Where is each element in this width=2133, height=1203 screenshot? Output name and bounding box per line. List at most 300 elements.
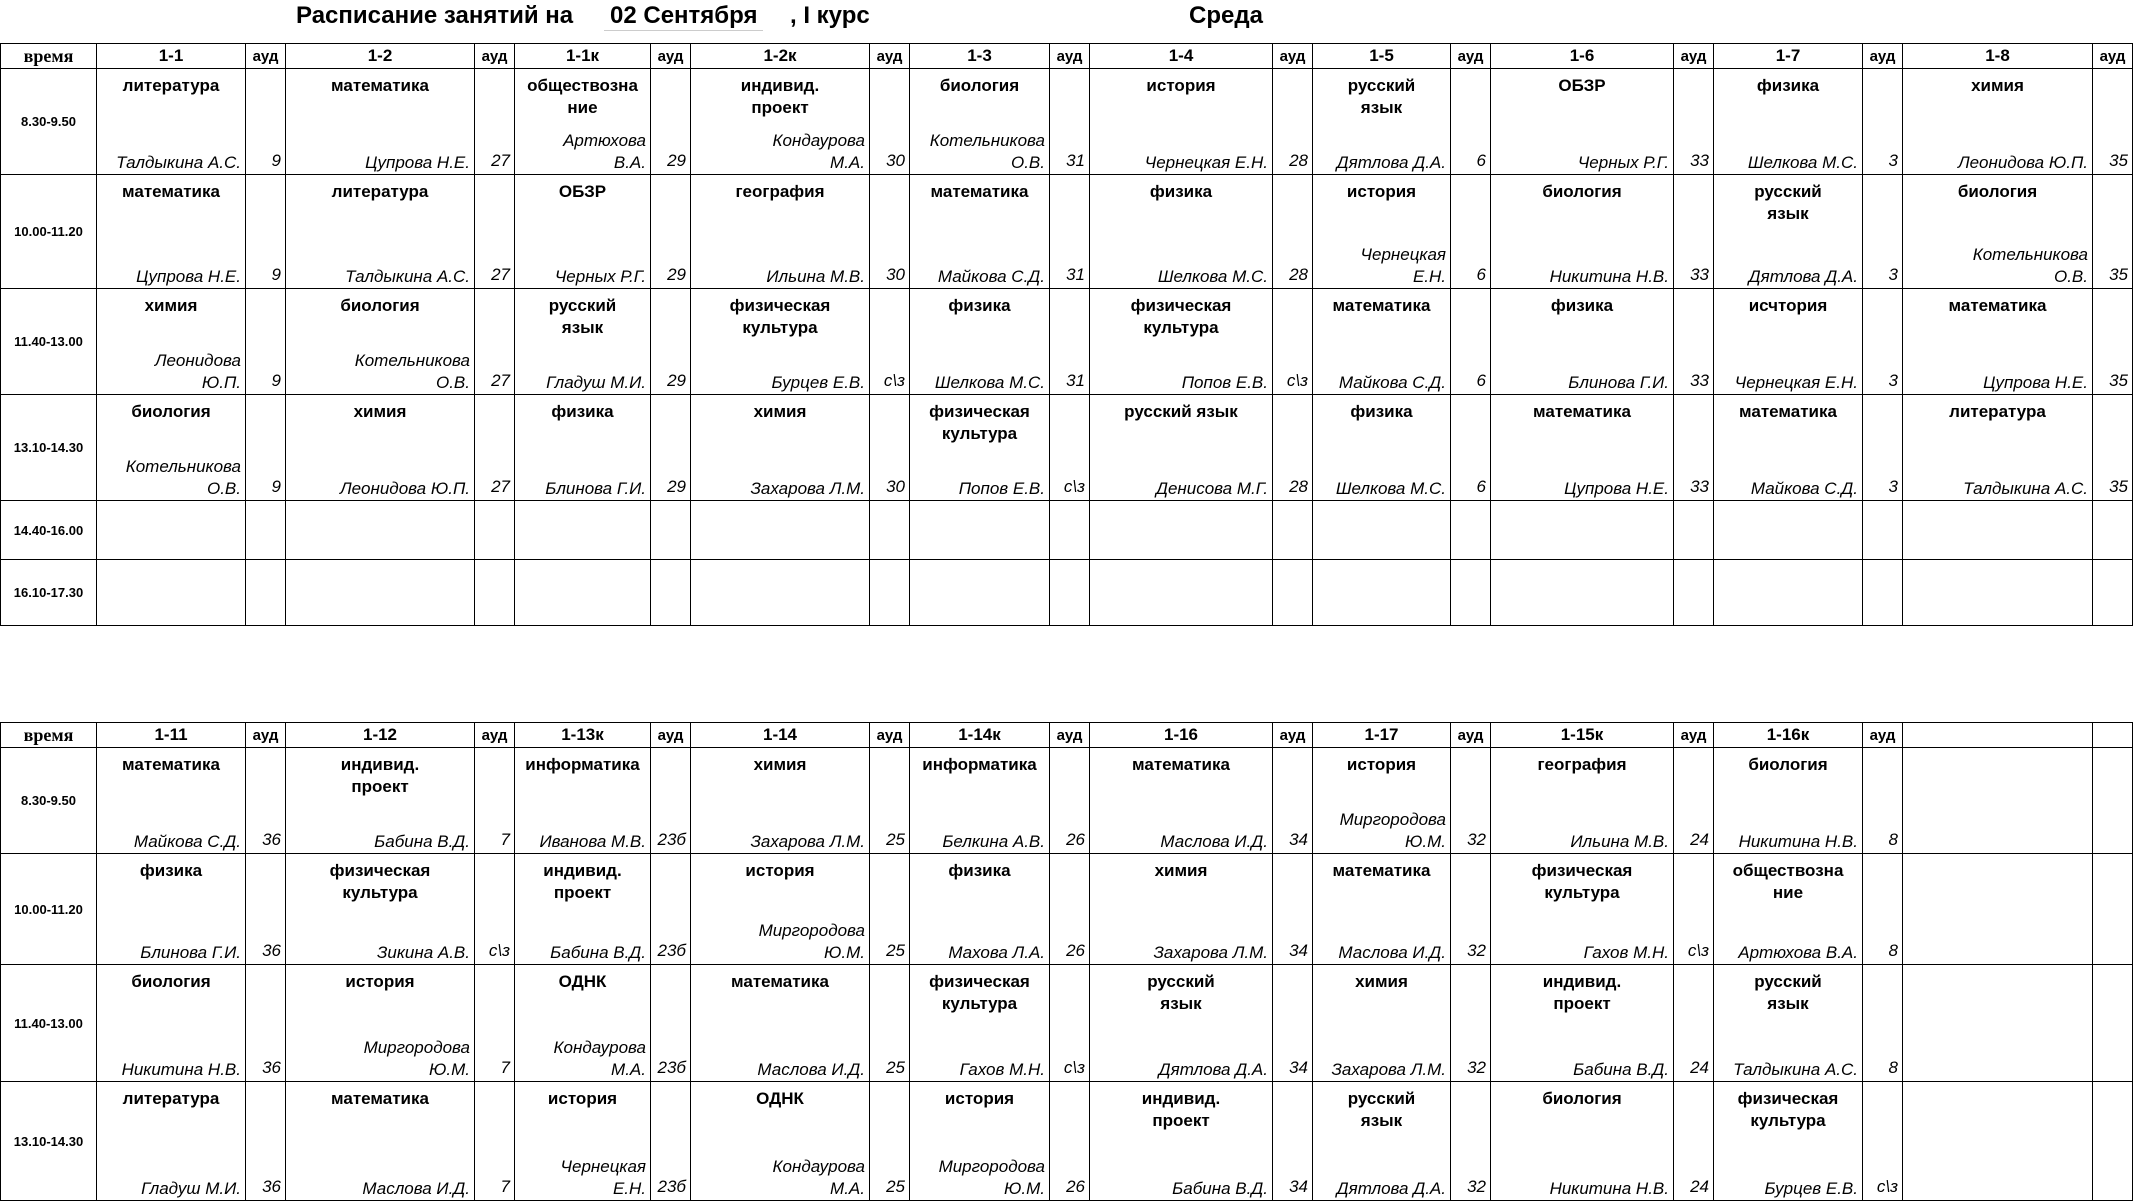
room-number: 30 — [886, 477, 905, 496]
lesson-cell — [286, 965, 475, 1082]
room-column-header: ауд — [1273, 44, 1313, 69]
lesson-cell — [1714, 395, 1863, 501]
room-cell — [651, 289, 691, 395]
room-cell — [1863, 965, 1903, 1082]
time-slot-row — [1, 965, 2133, 1082]
room-cell — [246, 1082, 286, 1201]
room-cell — [1674, 560, 1714, 626]
room-number: 8 — [1888, 1058, 1898, 1077]
teacher-name: Цупрова Н.Е. — [1564, 479, 1669, 498]
room-number: с\з — [488, 941, 510, 960]
room-cell — [870, 395, 910, 501]
teacher-name: Артюхова В.А. — [1738, 943, 1858, 962]
teacher-name: Дятлова Д.А. — [1748, 267, 1858, 286]
lesson-cell — [286, 69, 475, 175]
subject-name: индивид. проект — [543, 861, 622, 902]
lesson-cell — [286, 560, 475, 626]
lesson-cell — [515, 501, 651, 560]
room-number: 33 — [1690, 477, 1709, 496]
subject-name: ОБЗР — [1558, 76, 1606, 95]
lesson-cell — [691, 854, 870, 965]
lesson-cell — [1714, 560, 1863, 626]
lesson-cell — [286, 395, 475, 501]
teacher-name: Шелкова М.С. — [1747, 153, 1858, 172]
room-number: 35 — [2109, 265, 2128, 284]
room-cell — [1451, 1082, 1491, 1201]
teacher-name: Черных Р.Г. — [1577, 153, 1669, 172]
lesson-cell — [1903, 965, 2093, 1082]
room-cell — [1050, 965, 1090, 1082]
room-number: с\з — [1063, 477, 1085, 496]
subject-name — [515, 560, 650, 566]
subject-name: русский язык — [1147, 972, 1215, 1013]
subject-name: математика — [731, 972, 829, 991]
subject-name: история — [1346, 755, 1417, 774]
room-cell — [1273, 289, 1313, 395]
room-cell — [1863, 560, 1903, 626]
lesson-cell — [1491, 501, 1674, 560]
room-cell — [1451, 560, 1491, 626]
room-cell — [1451, 69, 1491, 175]
lesson-cell — [1090, 1082, 1273, 1201]
subject-name: русский язык — [1347, 1089, 1416, 1130]
schedule-header — [0, 0, 1920, 40]
subject-name: русский язык — [1347, 76, 1416, 117]
room-number: 29 — [667, 477, 686, 496]
subject-name: физическая культура — [929, 402, 1030, 443]
room-cell — [1050, 748, 1090, 854]
lesson-cell — [1090, 560, 1273, 626]
lesson-cell — [515, 1082, 651, 1201]
teacher-name: Иванова М.В. — [539, 832, 646, 851]
time-slot-row — [1, 560, 2133, 626]
lesson-cell — [691, 1082, 870, 1201]
teacher-name: Гладуш М.И. — [546, 373, 646, 392]
time-slot-row — [1, 1082, 2133, 1201]
teacher-name: Майкова С.Д. — [1338, 373, 1446, 392]
room-cell — [475, 854, 515, 965]
subject-name: биология — [939, 76, 1020, 95]
room-cell — [1451, 748, 1491, 854]
room-cell — [651, 965, 691, 1082]
room-cell — [1863, 69, 1903, 175]
room-cell — [475, 560, 515, 626]
room-cell — [246, 289, 286, 395]
group-header: 1-8 — [1903, 44, 2093, 69]
subject-name — [910, 560, 1049, 566]
subject-name — [910, 501, 1049, 507]
lesson-cell — [515, 560, 651, 626]
teacher-name: Цупрова Н.Е. — [1983, 373, 2088, 392]
subject-name: физика — [948, 861, 1011, 880]
room-cell — [475, 175, 515, 289]
room-cell — [475, 965, 515, 1082]
time-slot-row — [1, 69, 2133, 175]
subject-name — [97, 560, 245, 566]
subject-name: литература — [122, 1089, 220, 1108]
room-cell — [475, 395, 515, 501]
subject-name: биология — [1748, 755, 1828, 774]
subject-name: физика — [948, 296, 1011, 315]
subject-name: русский язык — [1754, 182, 1822, 223]
subject-name: история — [547, 1089, 618, 1108]
lesson-cell — [1313, 748, 1451, 854]
subject-name: история — [345, 972, 415, 991]
room-cell — [1273, 854, 1313, 965]
subject-name: история — [745, 861, 815, 880]
room-number: 3 — [1888, 265, 1898, 284]
lesson-cell — [1090, 69, 1273, 175]
subject-name: химия — [1154, 861, 1208, 880]
subject-name: биология — [131, 402, 211, 421]
room-cell — [1451, 501, 1491, 560]
lesson-cell — [1491, 175, 1674, 289]
room-cell — [246, 175, 286, 289]
subject-name: математика — [122, 755, 220, 774]
lesson-cell — [1903, 175, 2093, 289]
room-number: 9 — [271, 265, 281, 284]
room-cell — [1674, 289, 1714, 395]
room-cell — [1863, 748, 1903, 854]
subject-name — [97, 501, 245, 507]
teacher-name: Кондаурова М.А. — [553, 1038, 646, 1079]
room-column-header: ауд — [1674, 723, 1714, 748]
subject-name: география — [1537, 755, 1627, 774]
subject-name: физическая культура — [329, 861, 431, 902]
room-cell — [870, 854, 910, 965]
room-cell — [1674, 175, 1714, 289]
subject-name — [1903, 854, 2092, 860]
group-header: 1-1 — [97, 44, 246, 69]
lesson-cell — [1313, 501, 1451, 560]
lesson-cell — [1491, 560, 1674, 626]
subject-name: математика — [1739, 402, 1837, 421]
lesson-cell — [910, 501, 1050, 560]
room-column-header: ауд — [1050, 44, 1090, 69]
subject-name: физика — [1149, 182, 1213, 201]
lesson-cell — [1491, 1082, 1674, 1201]
teacher-name: Майкова С.Д. — [1750, 479, 1858, 498]
room-column-header — [2093, 723, 2133, 748]
room-number: 32 — [1467, 830, 1486, 849]
lesson-cell — [515, 395, 651, 501]
lesson-cell — [691, 289, 870, 395]
lesson-cell — [1903, 748, 2093, 854]
room-cell — [2093, 395, 2133, 501]
subject-name: физическая культура — [929, 972, 1030, 1013]
lesson-cell — [910, 289, 1050, 395]
subject-name: биология — [131, 972, 211, 991]
teacher-name: Никитина Н.В. — [1549, 1179, 1669, 1198]
subject-name — [1903, 965, 2092, 971]
room-cell — [475, 748, 515, 854]
room-number: 8 — [1888, 941, 1898, 960]
lesson-cell — [1313, 395, 1451, 501]
room-cell — [1451, 289, 1491, 395]
time-slot-label: 16.10-17.30 — [1, 560, 97, 626]
lesson-cell — [691, 395, 870, 501]
lesson-cell — [1313, 175, 1451, 289]
lesson-cell — [910, 69, 1050, 175]
room-cell — [1863, 289, 1903, 395]
subject-name: география — [735, 182, 825, 201]
subject-name: химия — [1971, 76, 2024, 95]
lesson-cell — [97, 965, 246, 1082]
room-number: 29 — [667, 265, 686, 284]
subject-name — [691, 560, 869, 566]
lesson-cell — [1090, 965, 1273, 1082]
room-column-header: ауд — [475, 44, 515, 69]
room-number: 26 — [1066, 830, 1085, 849]
room-column-header: ауд — [651, 723, 691, 748]
room-number: 3 — [1888, 477, 1898, 496]
time-slot-label: 8.30-9.50 — [1, 748, 97, 854]
subject-name: химия — [353, 402, 407, 421]
room-column-header: ауд — [1863, 723, 1903, 748]
time-slot-label: 11.40-13.00 — [1, 289, 97, 395]
teacher-name: Никитина Н.В. — [121, 1060, 241, 1079]
teacher-name: Маслова И.Д. — [757, 1060, 865, 1079]
room-cell — [1674, 501, 1714, 560]
lesson-cell — [910, 395, 1050, 501]
lesson-cell — [691, 560, 870, 626]
subject-name: литература — [331, 182, 429, 201]
room-cell — [870, 501, 910, 560]
teacher-name: Попов Е.В. — [1181, 373, 1268, 392]
teacher-name: Миргородова Ю.М. — [1339, 810, 1446, 851]
lesson-cell — [97, 289, 246, 395]
subject-name: химия — [144, 296, 198, 315]
room-cell — [246, 854, 286, 965]
lesson-cell — [1491, 289, 1674, 395]
group-header: 1-4 — [1090, 44, 1273, 69]
time-column-header: время — [1, 723, 97, 748]
room-cell — [1273, 560, 1313, 626]
teacher-name: Чернецкая Е.Н. — [560, 1157, 646, 1198]
room-cell — [246, 748, 286, 854]
lesson-cell — [910, 1082, 1050, 1201]
group-header: 1-3 — [910, 44, 1050, 69]
lesson-cell — [515, 289, 651, 395]
time-slot-label: 11.40-13.00 — [1, 965, 97, 1082]
teacher-name: Маслова И.Д. — [362, 1179, 470, 1198]
teacher-name: Бабина В.Д. — [374, 832, 470, 851]
room-cell — [1863, 501, 1903, 560]
time-slot-label: 10.00-11.20 — [1, 175, 97, 289]
subject-name — [1313, 501, 1450, 507]
room-number: 25 — [886, 941, 905, 960]
teacher-name: Котельникова О.В. — [354, 351, 470, 392]
room-number: 24 — [1690, 830, 1709, 849]
teacher-name: Котельникова О.В. — [125, 457, 241, 498]
lesson-cell — [910, 748, 1050, 854]
room-number: 9 — [271, 151, 281, 170]
teacher-name: Шелкова М.С. — [1335, 479, 1446, 498]
subject-name: литература — [122, 76, 220, 95]
room-column-header: ауд — [1451, 723, 1491, 748]
room-cell — [870, 965, 910, 1082]
room-column-header: ауд — [475, 723, 515, 748]
room-number: 23б — [657, 1177, 686, 1196]
room-number: 25 — [886, 1177, 905, 1196]
room-cell — [1273, 965, 1313, 1082]
teacher-name: Махова Л.А. — [948, 943, 1045, 962]
subject-name: физическая культура — [729, 296, 831, 337]
teacher-name: Леонидова Ю.П. — [154, 351, 241, 392]
lesson-cell — [97, 560, 246, 626]
teacher-name: Чернецкая Е.Н. — [1360, 245, 1446, 286]
subject-name: физика — [1756, 76, 1820, 95]
group-header: 1-14 — [691, 723, 870, 748]
room-cell — [246, 395, 286, 501]
teacher-name: Миргородова Ю.М. — [758, 921, 865, 962]
lesson-cell — [1090, 175, 1273, 289]
lesson-cell — [910, 175, 1050, 289]
subject-name: физика — [1350, 402, 1413, 421]
room-cell — [1273, 175, 1313, 289]
subject-name: информатика — [922, 755, 1037, 774]
subject-name — [1903, 748, 2092, 754]
room-cell — [1050, 501, 1090, 560]
room-number: 30 — [886, 265, 905, 284]
room-number: 6 — [1476, 265, 1486, 284]
room-cell — [1050, 1082, 1090, 1201]
teacher-name: Бабина В.Д. — [1573, 1060, 1669, 1079]
subject-name — [286, 560, 474, 566]
lesson-cell — [1313, 854, 1451, 965]
room-number: 23б — [657, 830, 686, 849]
room-cell — [1273, 69, 1313, 175]
room-cell — [1050, 69, 1090, 175]
teacher-name: Шелкова М.С. — [934, 373, 1045, 392]
lesson-cell — [1903, 560, 2093, 626]
subject-name: физика — [1550, 296, 1614, 315]
lesson-cell — [97, 175, 246, 289]
lesson-cell — [1714, 175, 1863, 289]
lesson-cell — [1313, 69, 1451, 175]
subject-name: химия — [753, 402, 807, 421]
subject-name — [1903, 560, 2092, 566]
lesson-cell — [1090, 501, 1273, 560]
subject-name: физическая культура — [1130, 296, 1232, 337]
lesson-cell — [1491, 395, 1674, 501]
subject-name — [1313, 560, 1450, 566]
room-cell — [1050, 175, 1090, 289]
room-cell — [2093, 175, 2133, 289]
room-number: 9 — [271, 371, 281, 390]
subject-name: физическая культура — [1737, 1089, 1839, 1130]
lesson-cell — [1903, 1082, 2093, 1201]
room-number: 3 — [1888, 371, 1898, 390]
time-slot-row — [1, 175, 2133, 289]
subject-name — [1714, 501, 1862, 507]
room-cell — [2093, 854, 2133, 965]
teacher-name: Захарова Л.М. — [750, 832, 865, 851]
subject-name: ОБЗР — [558, 182, 607, 201]
schedule-weekday: Среда — [1189, 2, 1263, 29]
teacher-name: Котельникова О.В. — [929, 131, 1045, 172]
teacher-name: Захарова Л.М. — [750, 479, 865, 498]
room-number: 35 — [2109, 477, 2128, 496]
teacher-name: Гахов М.Н. — [959, 1060, 1045, 1079]
schedule-table-1 — [0, 43, 2133, 626]
teacher-name: Талдыкина А.С. — [116, 153, 241, 172]
subject-name: физическая культура — [1531, 861, 1633, 902]
subject-name — [1714, 560, 1862, 566]
teacher-name: Цупрова Н.Е. — [365, 153, 470, 172]
lesson-cell — [910, 965, 1050, 1082]
lesson-cell — [691, 748, 870, 854]
subject-name: обществозна ние — [1732, 861, 1844, 902]
group-header: 1-16к — [1714, 723, 1863, 748]
lesson-cell — [1090, 395, 1273, 501]
room-cell — [1273, 395, 1313, 501]
lesson-cell — [1491, 69, 1674, 175]
group-header — [1903, 723, 2093, 748]
lesson-cell — [1714, 748, 1863, 854]
room-number: 36 — [262, 1177, 281, 1196]
room-cell — [870, 289, 910, 395]
subject-name: химия — [1355, 972, 1408, 991]
room-number: 33 — [1690, 151, 1709, 170]
lesson-cell — [910, 560, 1050, 626]
lesson-cell — [1714, 1082, 1863, 1201]
subject-name: математика — [122, 182, 220, 201]
lesson-cell — [1491, 854, 1674, 965]
room-cell — [246, 560, 286, 626]
lesson-cell — [1903, 501, 2093, 560]
room-cell — [1863, 175, 1903, 289]
lesson-cell — [1714, 965, 1863, 1082]
room-number: 6 — [1476, 477, 1486, 496]
lesson-cell — [286, 854, 475, 965]
lesson-cell — [286, 501, 475, 560]
teacher-name: Белкина А.В. — [942, 832, 1045, 851]
room-cell — [1050, 560, 1090, 626]
room-cell — [2093, 289, 2133, 395]
room-cell — [475, 1082, 515, 1201]
room-number: 35 — [2109, 151, 2128, 170]
room-cell — [1273, 501, 1313, 560]
subject-name: индивид. проект — [340, 755, 420, 796]
teacher-name: Захарова Л.М. — [1153, 943, 1268, 962]
group-header: 1-16 — [1090, 723, 1273, 748]
room-cell — [1674, 854, 1714, 965]
subject-name — [286, 501, 474, 507]
room-column-header: ауд — [651, 44, 691, 69]
subject-name: математика — [1948, 296, 2047, 315]
room-number: 26 — [1066, 941, 1085, 960]
subject-name: математика — [1533, 402, 1631, 421]
room-number: с\з — [1876, 1177, 1898, 1196]
lesson-cell — [97, 395, 246, 501]
lesson-cell — [515, 965, 651, 1082]
subject-name: биология — [1542, 182, 1622, 201]
lesson-cell — [1903, 289, 2093, 395]
room-number: 30 — [886, 151, 905, 170]
schedule-date: 02 Сентября — [604, 2, 763, 31]
teacher-name: Маслова И.Д. — [1160, 832, 1268, 851]
group-header: 1-15к — [1491, 723, 1674, 748]
room-number: с\з — [1687, 941, 1709, 960]
lesson-cell — [1714, 854, 1863, 965]
lesson-cell — [1491, 965, 1674, 1082]
subject-name: математика — [1332, 296, 1431, 315]
time-slot-row — [1, 501, 2133, 560]
room-number: 6 — [1476, 371, 1486, 390]
subject-name: история — [1346, 182, 1417, 201]
room-cell — [651, 1082, 691, 1201]
